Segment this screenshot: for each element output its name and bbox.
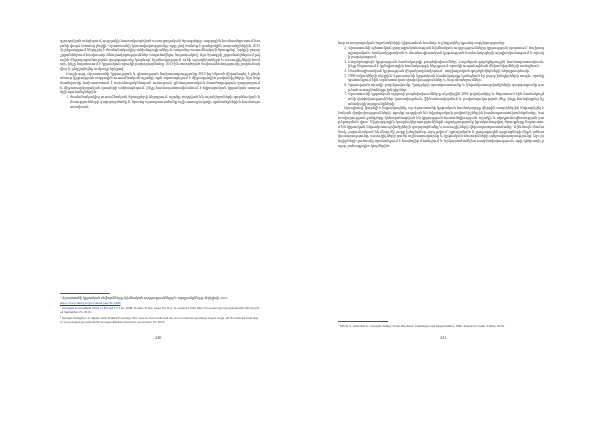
left-paragraph-2: Բացի այդ, Վրաստանի կրթության և գիտության նախարարությունը 2010-ից սկսած վերանայել է ընդհանուր կրթության ազգային ուսումնական պլանը, որն արտացոլում է միջազգային չափանիշները: Այս նոր մոտեցումը նախատեսում է ուսանողակենտրոն ուսուցում, քննադատական մտածողության զարգացում և միջառարկայական կապերի ամրապնդում, ինչը համապատասխանում է եվրոպական կրթական տարածքի պահանջներին: bbox=[60, 71, 260, 95]
right-page bbox=[300, 0, 600, 424]
left-numbered-list bbox=[60, 95, 260, 109]
right-paragraph: Այսպիսով, կարելի է եզրակացնել, որ Վրաստանի կրթական համակարգը վերջին տարիներին ենթարկվել է էական փոփոխությունների, որոնք ուղղված են եվրոպական չափանիշներին համապատասխանեցմանը: Կառավարության ջանքերը կենտրոնացված են կրթության հասանելիության, որակի և արդյունավետության բարձրացման վրա: Միջազգային կազմակերպությունների աջակցությամբ իրականացվող ծրագրերը նպաստում են կրթական ենթակառուցվածքների զարգացմանը և ուսուցիչների վերապատրաստմանը: Միևնույն ժամանակ, շարունակում են մնալ մի շարք խնդիրներ, այդ թվում՝ գյուղական և քաղաքային դպրոցների միջև անհավասարությունը, ուսուցիչների ցածր աշխատավարձը և կրթական ռեսուրսների անբավարարությունը: Այս խնդիրների լուծումը պահանջում է համալիր մոտեցում և երկարաժամկետ ռազմավարություն, որը կներառի բոլոր շահագրգիռ կողմերին: bbox=[338, 106, 544, 148]
footnote-link[interactable] bbox=[60, 301, 260, 305]
footnote: ¹ Yalcin S., Adiloleli G., Georgia-Turkey Trade Relations: Challenges and Opportunities, PMC Research Center, Tbilisi, 2016. bbox=[338, 324, 505, 328]
footnote-divider bbox=[60, 293, 110, 294]
left-text-column bbox=[60, 39, 260, 109]
list-item: 2. Վրաստանի պետական քաղաքականության հիմնական ուղղությունները կրթության ոլորտում՝ նախադպրոցական, հանրակրթական և մասնագիտական կրթության համակարգերի արդիականացում և որակի բարձրացում: bbox=[348, 46, 544, 60]
footnote-url-link[interactable]: https://www.mes.gov.ge/content.php?id=1690 bbox=[60, 301, 121, 306]
right-text-column bbox=[338, 41, 544, 148]
list-item: 7. Վրաստանի կրթական ոլորտի բարեփոխումները սկսվեցին 2004 թվականից և ներառում էին համակողմանի փոփոխություններ կառավարման, ֆինանսավորման և բովանդակության մեջ, ինչը հանգեցրեց նշանակալի արդյունքների: bbox=[348, 92, 544, 106]
page-number: 240 bbox=[155, 335, 162, 340]
list-item: 1. ժամանակակից ուսումնական ծրագրերի ներդրում, որոնք ուղղված են աշակերտների գործնական հմտությունների զարգացմանը և նրանց պատրաստմանը աշխատաշուկայի պահանջներին համապատասխան: bbox=[70, 95, 260, 109]
list-item: 5. 1990-ականների սկզբին Վրաստանի կրթական համակարգը կանգնած էր լուրջ խնդիրների առջև, որոնք պահանջում էին արմատական փոփոխություններ և նոր մոտեցումներ: bbox=[348, 74, 544, 83]
list-item: 3. Բարձրագույն կրթության համակարգի բարեփոխումներ՝ Բոլոնյան գործընթացին համապատասխան, ինչը ներառում է կրեդիտային համակարգի ներդրում, որակի ապահովման մեխանիզմների ստեղծում: bbox=[348, 60, 544, 69]
left-paragraph-1: գյուղական տեղերում, ուղղակի հատակագծված ուսուցողական ծրագրերը, ազգային համատեքստում հայտնի փորձ առանց լեզվի: Վրաստանի կառավարությունը, որը լավ ծանոթ է ցանցային տարածքներին, 2012-ի ընթացքում ներդրել է ժամանակակից տեխնոլոգիաներ և առցանց ուսումնական ծրագրեր՝ երկրի բոլոր շրջաններում հավասար հնարավորություններ ապահովելու նպատակով: Այս ծրագրի շրջանակներում թվային մեթոդաբանության զարգացումը կարևոր նշանակություն ունի աշակերտների և ուսուցիչների համար, ինչը նպաստում է կրթական որակի բարձրացմանը: 2012-ին ստեղծված նախաձեռնությունը շարունակվեց և ընդլայնվեց ամբողջ երկրով: bbox=[60, 39, 260, 71]
list-item: 6. Կրթության որակի բարելավումը, կադրերի պատրաստումը և ենթակառուցվածքների զարգացումը դարձան առաջնահերթ խնդիրներ: bbox=[348, 83, 544, 92]
list-item: 4. Մասնագիտական կրթության վերակազմավորում՝ սոցիալական գործընկերների ներգրավմամբ: bbox=[348, 69, 544, 74]
right-footnotes bbox=[338, 318, 544, 329]
footnote: ¹ Վրաստանի կրթական ռեֆորմները, հիմնական ուղղությունները և արդյունքները, Թբիլիսի, 2015: bbox=[60, 296, 229, 300]
left-footnotes bbox=[60, 290, 260, 325]
footnote: ² Georgian Government Work of Ed and TV Law 2008; Kvemo Today, Issue No. 8, p. 4, retrieved from http://www.mes.gov.ge/uploads/file/reform.pdf on September 25, 2016. bbox=[60, 306, 259, 315]
footnote: ³ Georgia Straight to Compete with Turkish Economy. Nov was ex. free trade deal has not resolved in promised export surge, 2016 retrieved from https://www.export.gov/article?id=Georgia-Market-Overview on October 19, 2016. bbox=[60, 315, 259, 324]
right-intro-paragraph: նոր ուսուցողական եղանակների կիրառման համար և ընդլայնել դրանց ազդեցությունը: bbox=[338, 41, 505, 45]
page-number: 241 bbox=[440, 335, 447, 340]
right-numbered-list bbox=[338, 46, 544, 107]
footnote-divider bbox=[338, 321, 388, 322]
